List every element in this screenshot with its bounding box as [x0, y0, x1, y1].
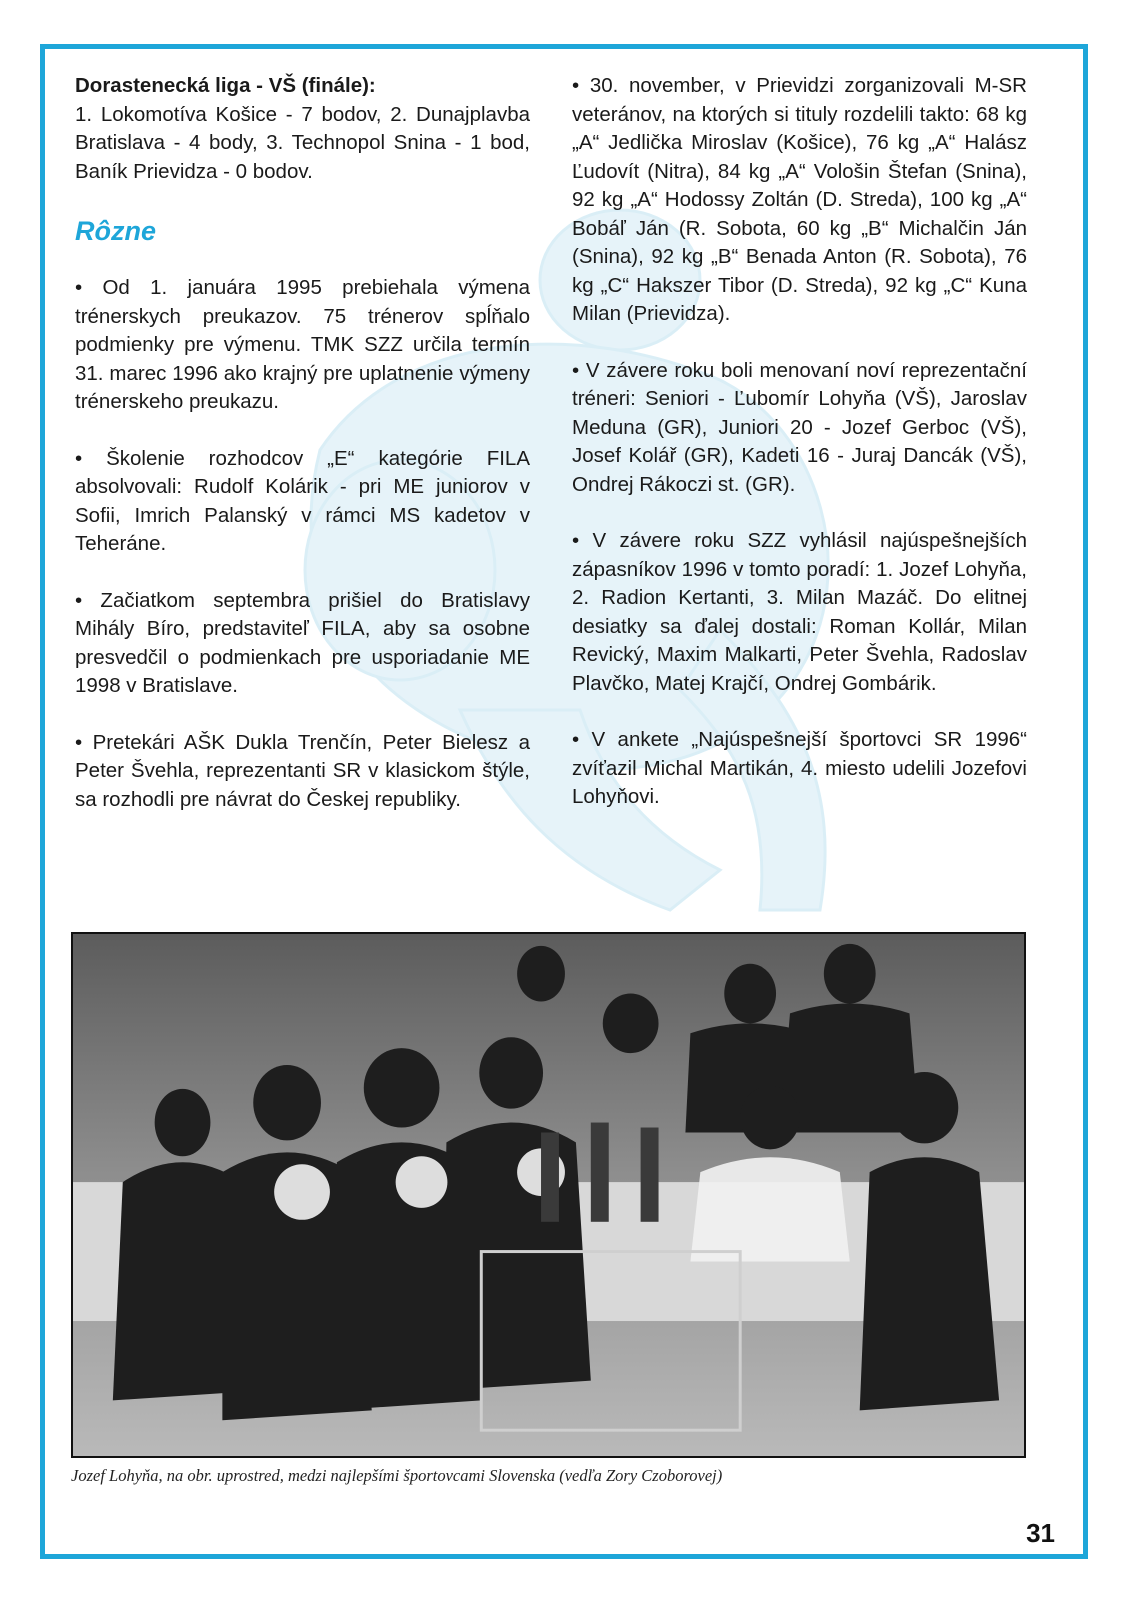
- page-number: 31: [1018, 1518, 1063, 1549]
- photo-caption: Jozef Lohyňa, na obr. uprostred, medzi najlepšími športovcami Slovenska (vedľa Zory Czoborovej): [71, 1466, 723, 1485]
- paragraph-fila-visit: • Začiatkom septembra prišiel do Bratislavy Mihály Bíro, predstaviteľ FILA, aby sa osobne presvedčil o podmienkach pre usporiadanie ME 1998 v Bratislave.: [75, 588, 530, 697]
- paragraph-national-coaches: • V závere roku boli menovaní noví reprezentační tréneri: Seniori - Ľubomír Lohyňa (VŠ), Jaroslav Meduna (GR), Juniori 20 - Jozef Gerboc (VŠ), Josef Kolář (GR), Kadeti 16 - Juraj Dancák (VŠ), Ondrej Rákoczi st. (GR).: [572, 358, 1027, 496]
- group-photo: [71, 932, 1026, 1458]
- junior-league-block: [75, 72, 530, 186]
- left-column: [75, 72, 530, 842]
- paragraph-athlete-poll: • V ankete „Najúspešnejší športovci SR 1996“ zvíťazil Michal Martikán, 4. miesto udelili Jozefovi Lohyňovi.: [572, 728, 1027, 808]
- paragraph-referee-training: • Školenie rozhodcov „E“ kategórie FILA absolvovali: Rudolf Kolárik - pri ME juniorov v Sofii, Imrich Palanský v rámci MS kadetov v Teheráne.: [75, 446, 530, 555]
- paragraph-veterans-championship: • 30. november, v Prievidzi zorganizovali M-SR veteránov, na ktorých si tituly rozdelili takto: 68 kg „A“ Jedlička Miroslav (Košice), 76 kg „A“ Halász Ľudovít (Nitra), 84 kg „A“ Vološin Štefan (Snina), 92 kg „A“ Hodossy Zoltán (D. Streda), 100 kg „A“ Bobáľ Ján (R. Sobota, 60 kg „B“ Michalčin Ján (Snina), 92 kg „B“ Benada Anton (R. Sobota), 76 kg „C“ Hakszer Tibor (D. Streda), 92 kg „C“ Kuna Milan (Prievidza).: [572, 74, 1027, 325]
- section-title-rozne: Rôzne: [75, 216, 156, 246]
- junior-league-results: 1. Lokomotíva Košice - 7 bodov, 2. Dunajplavba Bratislava - 4 body, 3. Technopol Snina - 1 bod, Baník Prievidza - 0 bodov.: [75, 102, 530, 183]
- right-column: [572, 72, 1027, 840]
- junior-league-heading: Dorastenecká liga - VŠ (finále):: [75, 74, 376, 97]
- paragraph-dukla-wrestlers: • Pretekári AŠK Dukla Trenčín, Peter Bielesz a Peter Švehla, reprezentanti SR v klasickom štýle, sa rozhodli pre návrat do Českej republiky.: [75, 730, 530, 811]
- paragraph-coach-licenses: • Od 1. januára 1995 prebiehala výmena trénerskych preukazov. 75 trénerov spĺňalo podmienky pre výmenu. TMK SZZ určila termín 31. marec 1996 ako krajný pre uplatnenie výmeny trénerskeho preukazu.: [75, 276, 530, 413]
- paragraph-best-wrestlers: • V závere roku SZZ vyhlásil najúspešnejších zápasníkov 1996 v tomto poradí: 1. Jozef Lohyňa, 2. Radion Kertanti, 3. Milan Mazáč. Do elitnej desiatky sa ďalej dostali: Roman Kollár, Milan Revický, Maxim Malkarti, Peter Švehla, Radoslav Plavčko, Matej Krajčí, Ondrej Gombárik.: [572, 529, 1027, 695]
- group-photo-illustration: [73, 934, 1024, 1456]
